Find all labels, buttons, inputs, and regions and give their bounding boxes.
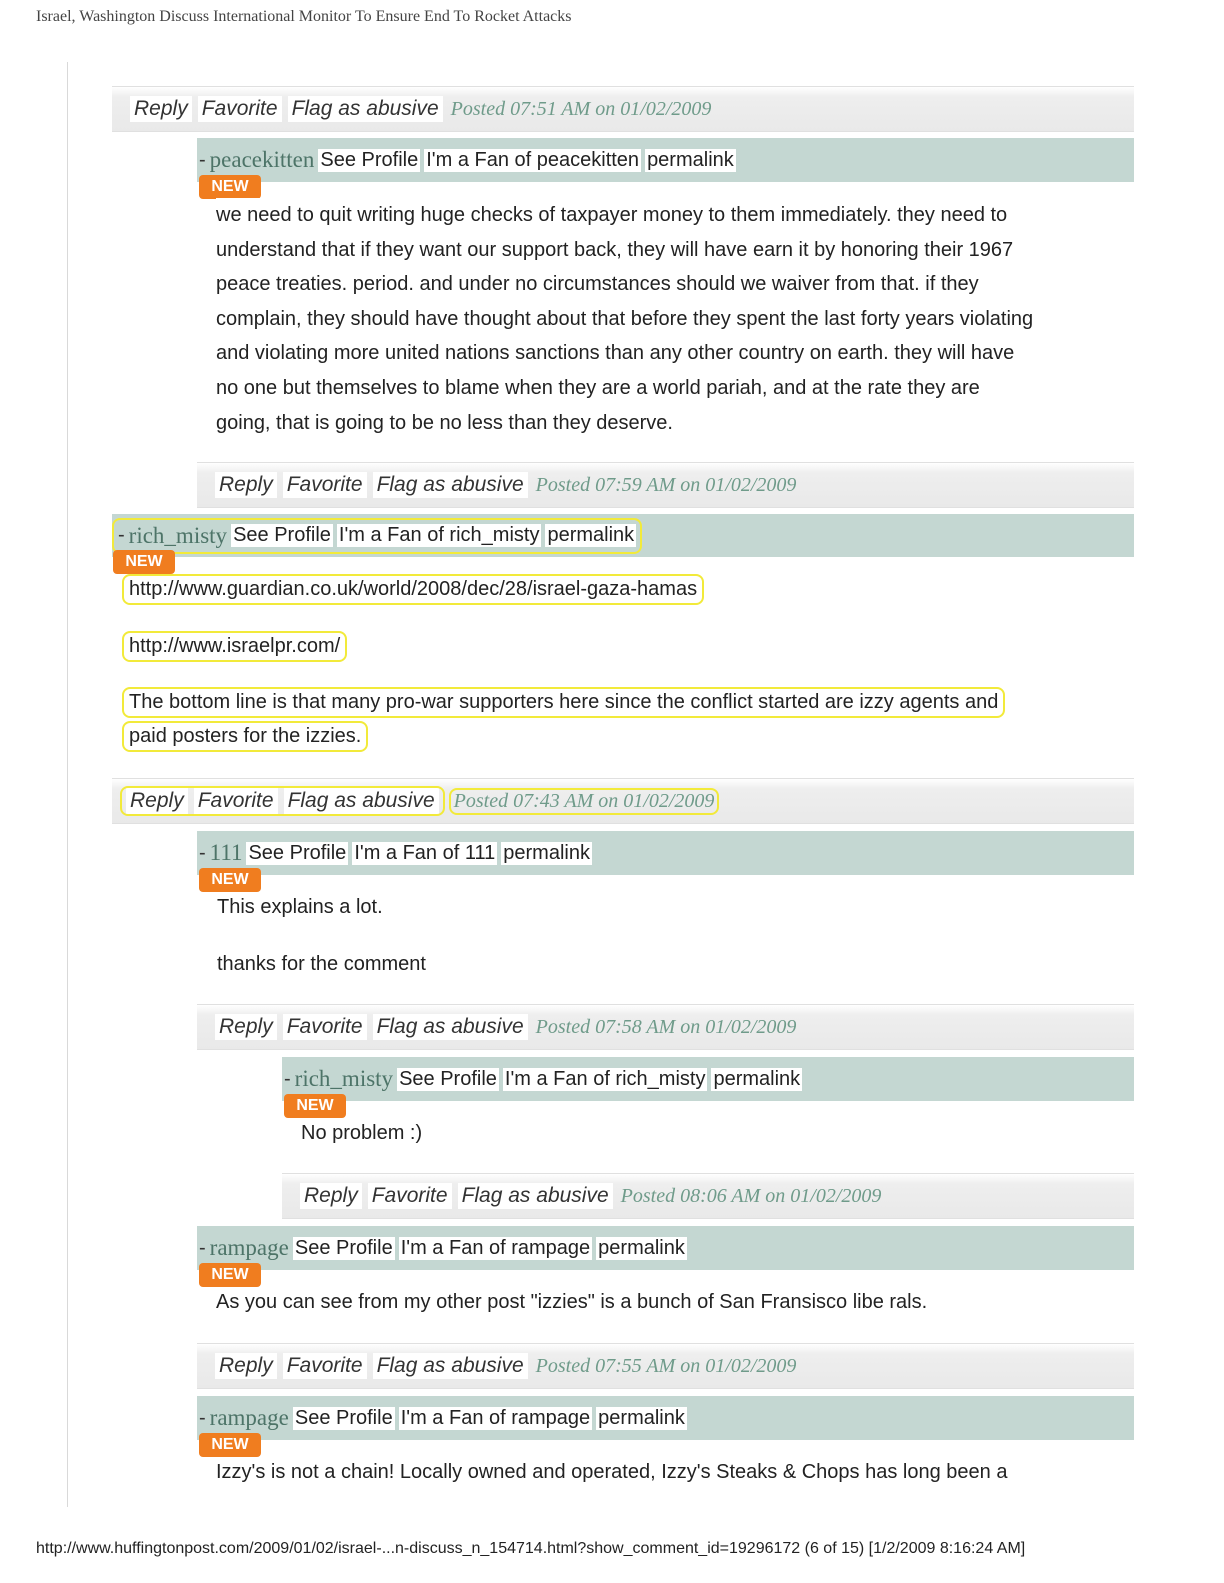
comment-link[interactable]: http://www.israelpr.com/ xyxy=(124,633,345,660)
byline-dash: - xyxy=(199,1236,206,1259)
flag-abusive-link[interactable]: Flag as abusive xyxy=(284,788,439,814)
comment-byline xyxy=(197,1396,1134,1440)
byline-dash: - xyxy=(199,1406,206,1429)
flag-abusive-link[interactable]: Flag as abusive xyxy=(373,1353,528,1379)
permalink-link[interactable]: permalink xyxy=(503,841,590,864)
fan-link[interactable]: I'm a Fan of rich_misty xyxy=(504,1067,706,1090)
byline-dash: - xyxy=(199,148,206,171)
fan-link[interactable]: I'm a Fan of peacekitten xyxy=(426,148,640,171)
new-badge: NEW xyxy=(199,868,261,892)
favorite-link[interactable]: Favorite xyxy=(198,96,282,122)
reply-link[interactable]: Reply xyxy=(130,96,192,122)
thread-rule xyxy=(67,62,68,1507)
comment-text: paid posters for the izzies. xyxy=(124,723,366,750)
posted-timestamp: Posted 07:51 AM on 01/02/2009 xyxy=(450,97,712,120)
comment-actions xyxy=(282,1173,1134,1219)
comment-actions xyxy=(112,86,1134,132)
author-link[interactable]: peacekitten xyxy=(209,147,315,172)
new-badge: NEW xyxy=(199,175,261,199)
comment-text: thanks for the comment xyxy=(217,953,426,975)
flag-abusive-link[interactable]: Flag as abusive xyxy=(373,472,528,498)
permalink-link[interactable]: permalink xyxy=(547,524,635,546)
comment-text: This explains a lot. xyxy=(217,896,383,918)
fan-link[interactable]: I'm a Fan of rich_misty xyxy=(338,524,540,546)
see-profile-link[interactable]: See Profile xyxy=(233,524,331,546)
fan-link[interactable]: I'm a Fan of rampage xyxy=(400,1406,591,1429)
byline-dash: - xyxy=(118,524,125,546)
new-badge: NEW xyxy=(199,1263,261,1287)
byline-dash: - xyxy=(199,841,206,864)
comment-line: we need to quit writing huge checks of taxpayer money to them immediately. they need to xyxy=(216,204,1008,226)
author-link[interactable]: 111 xyxy=(209,840,243,865)
comment-byline xyxy=(112,514,1134,557)
comment-actions xyxy=(112,778,1134,824)
flag-abusive-link[interactable]: Flag as abusive xyxy=(458,1183,613,1209)
posted-timestamp: Posted 08:06 AM on 01/02/2009 xyxy=(620,1184,882,1207)
document-title: Israel, Washington Discuss International Monitor To Ensure End To Rocket Attacks xyxy=(36,8,572,25)
actions-highlight xyxy=(122,788,443,814)
new-badge: NEW xyxy=(284,1094,346,1118)
new-badge: NEW xyxy=(113,550,175,574)
reply-link[interactable]: Reply xyxy=(215,472,277,498)
reply-link[interactable]: Reply xyxy=(215,1353,277,1379)
see-profile-link[interactable]: See Profile xyxy=(320,148,419,171)
flag-abusive-link[interactable]: Flag as abusive xyxy=(288,96,443,122)
reply-link[interactable]: Reply xyxy=(215,1014,277,1040)
reply-link[interactable]: Reply xyxy=(300,1183,362,1209)
comment-text: Izzy's is not a chain! Locally owned and operated, Izzy's Steaks & Chops has long been a xyxy=(216,1461,1008,1483)
comment-byline xyxy=(197,138,1134,182)
comment-text: No problem :) xyxy=(301,1122,423,1144)
see-profile-link[interactable]: See Profile xyxy=(399,1067,497,1090)
see-profile-link[interactable]: See Profile xyxy=(294,1236,393,1259)
favorite-link[interactable]: Favorite xyxy=(283,1353,367,1379)
permalink-link[interactable]: permalink xyxy=(598,1236,685,1259)
comment-line: complain, they should have thought about that before they spent the last forty years violating xyxy=(216,307,1034,330)
flag-abusive-link[interactable]: Flag as abusive xyxy=(373,1014,528,1040)
see-profile-link[interactable]: See Profile xyxy=(248,841,347,864)
comment-link[interactable]: http://www.guardian.co.uk/world/2008/dec/28/israel-gaza-hamas xyxy=(124,576,702,603)
favorite-link[interactable]: Favorite xyxy=(283,1014,367,1040)
see-profile-link[interactable]: See Profile xyxy=(294,1406,393,1429)
comment-line: going, that is going to be no less than they deserve. xyxy=(216,411,673,434)
author-link[interactable]: rampage xyxy=(209,1405,289,1430)
reply-link[interactable]: Reply xyxy=(126,788,188,814)
posted-timestamp: Posted 07:43 AM on 01/02/2009 xyxy=(451,790,718,813)
comment-byline xyxy=(197,1226,1134,1270)
comment-text: The bottom line is that many pro-war supporters here since the conflict started are izzy agents and xyxy=(124,689,1003,716)
comment-line: peace treaties. period. and under no circumstances should we waiver from that. if they xyxy=(216,273,979,296)
comment-line: no one but themselves to blame when they are a world pariah, and at the rate they are xyxy=(216,376,980,399)
comment-actions xyxy=(197,1343,1134,1389)
byline-highlight xyxy=(114,520,640,552)
comment-body xyxy=(216,198,1134,440)
posted-timestamp: Posted 07:58 AM on 01/02/2009 xyxy=(535,1015,797,1038)
fan-link[interactable]: I'm a Fan of rampage xyxy=(400,1236,591,1259)
permalink-link[interactable]: permalink xyxy=(598,1406,685,1429)
author-link[interactable]: rampage xyxy=(209,1235,289,1260)
comment-text: As you can see from my other post "izzies" is a bunch of San Fransisco libe rals. xyxy=(216,1291,928,1313)
favorite-link[interactable]: Favorite xyxy=(194,788,278,814)
comment-byline xyxy=(282,1057,1134,1101)
posted-timestamp: Posted 07:59 AM on 01/02/2009 xyxy=(535,473,797,496)
author-link[interactable]: rich_misty xyxy=(128,522,228,548)
favorite-link[interactable]: Favorite xyxy=(368,1183,452,1209)
comment-actions xyxy=(197,1004,1134,1050)
byline-dash: - xyxy=(284,1067,291,1090)
comment-line: and violating more united nations sanctions than any other country on earth. they will have xyxy=(216,342,1015,365)
permalink-link[interactable]: permalink xyxy=(713,1067,801,1090)
footer-url: http://www.huffingtonpost.com/2009/01/02/israel-...n-discuss_n_154714.html?show_comment_id=19296172 (6 of 15) [1/2/2009 8:16:24 AM] xyxy=(36,1540,1026,1557)
posted-timestamp: Posted 07:55 AM on 01/02/2009 xyxy=(535,1354,797,1377)
comment-byline xyxy=(197,831,1134,875)
author-link[interactable]: rich_misty xyxy=(294,1066,394,1091)
new-badge: NEW xyxy=(199,1433,261,1457)
comment-line: understand that if they want our support back, they will have earn it by honoring their 1967 xyxy=(216,238,1014,261)
permalink-link[interactable]: permalink xyxy=(647,148,734,171)
fan-link[interactable]: I'm a Fan of 111 xyxy=(354,841,496,864)
comment-actions xyxy=(197,462,1134,508)
favorite-link[interactable]: Favorite xyxy=(283,472,367,498)
